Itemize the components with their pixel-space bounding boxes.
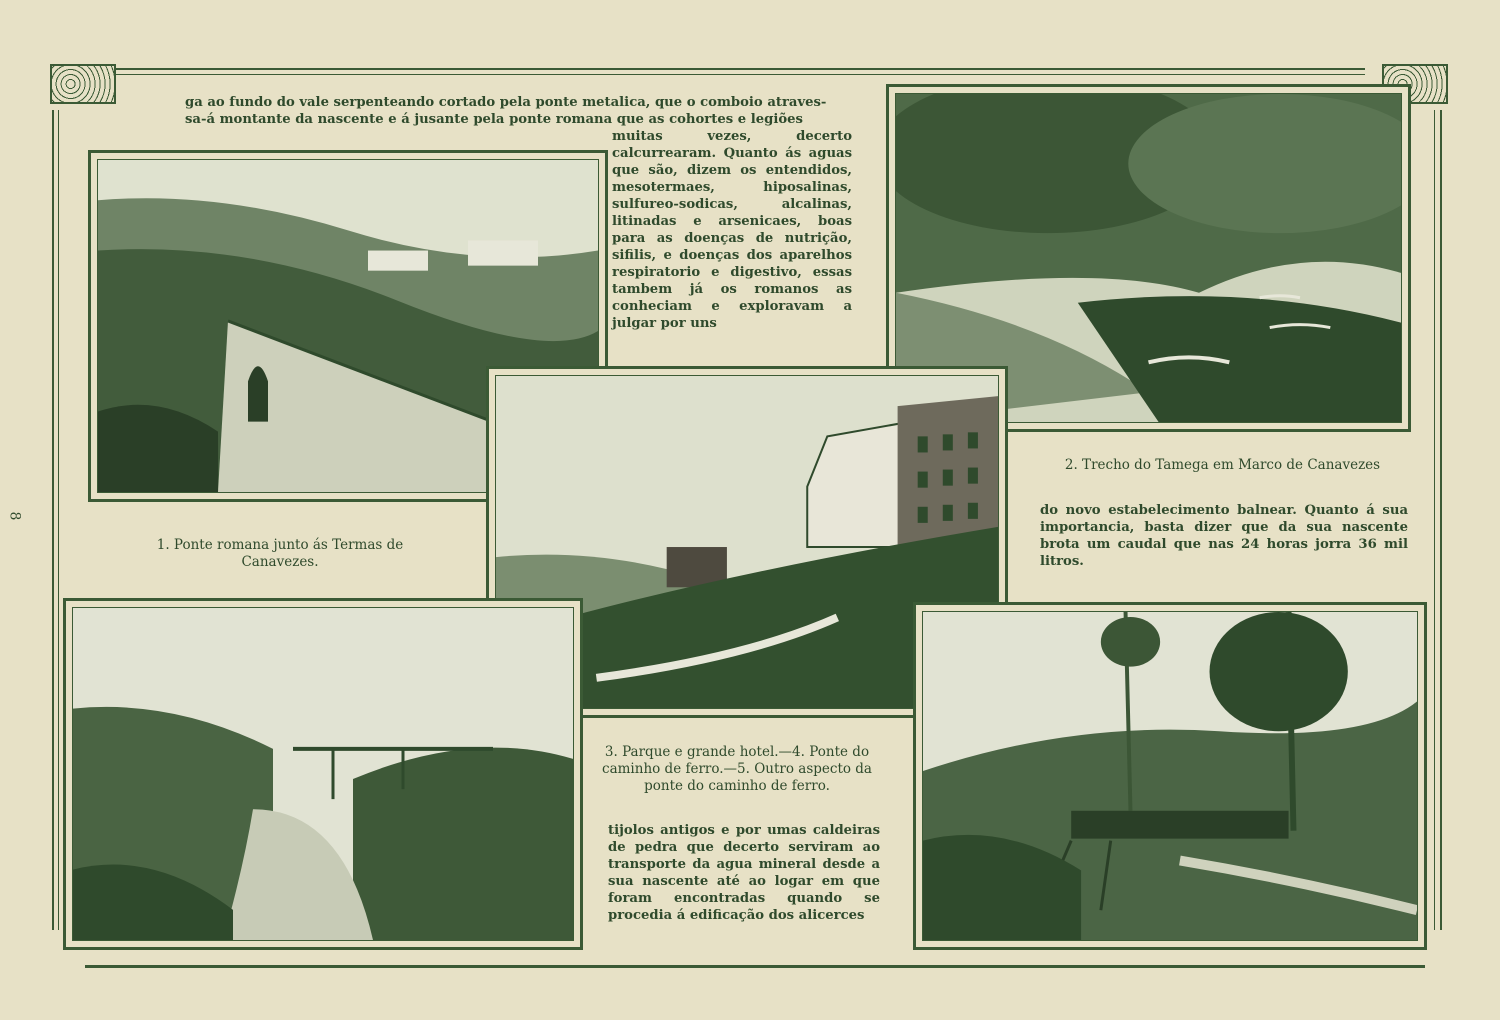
paragraph-column: muitas vezes, decerto calcurrearam. Quanto ás aguas que são, dizem os entendidos, mesotermaes, hiposalinas, sulfureo-sodicas, alcalinas, litinadas e arsenicaes, boas para as doenças de nutrição, sifilis, e doenças dos aparelhos respiratorio e digestivo, essas tambem já os romanos as conheciam e exploravam a julgar por uns [612, 129, 852, 331]
paragraph-bottom: tijolos antigos e por umas caldeiras de pedra que decerto serviram ao transporte da agua mineral desde a sua nascente até ao logar em que foram encontradas quando se procedia á edificação dos alicerces [608, 823, 880, 923]
frame-right-inner [1434, 110, 1435, 930]
paragraph-top-line-2: sa-á montante da nascente e á jusante pela ponte romana que as cohortes e legiões [185, 112, 803, 127]
paragraph-right: do novo estabelecimento balnear. Quanto á sua importancia, basta dizer que da sua nascente brota um caudal que nas 24 horas jorra 36 mil litros. [1040, 503, 1408, 569]
caption-photo-2: 2. Trecho do Tamega em Marco de Canavezes [1064, 457, 1381, 473]
photo-railway-bridge [63, 598, 583, 950]
frame-left-inner [58, 110, 59, 930]
photo-railway-bridge-aspect [913, 602, 1427, 950]
caption-photo-1: 1. Ponte romana junto ás Termas de Canavezes. [156, 537, 404, 570]
frame-right [1440, 110, 1442, 930]
frame-left [52, 110, 54, 930]
frame-top [115, 68, 1365, 70]
paragraph-top-line-1: ga ao fundo do vale serpenteando cortado pela ponte metalica, que o comboio atraves- [185, 95, 827, 110]
frame-top-inner [115, 74, 1365, 75]
caption-photos-3-4-5: 3. Parque e grande hotel.—4. Ponte do caminho de ferro.—5. Outro aspecto da ponte do caminho de ferro. [602, 744, 872, 794]
page-number: 8 [6, 511, 23, 521]
ornament-top-left [50, 64, 116, 104]
frame-bottom [85, 965, 1425, 968]
